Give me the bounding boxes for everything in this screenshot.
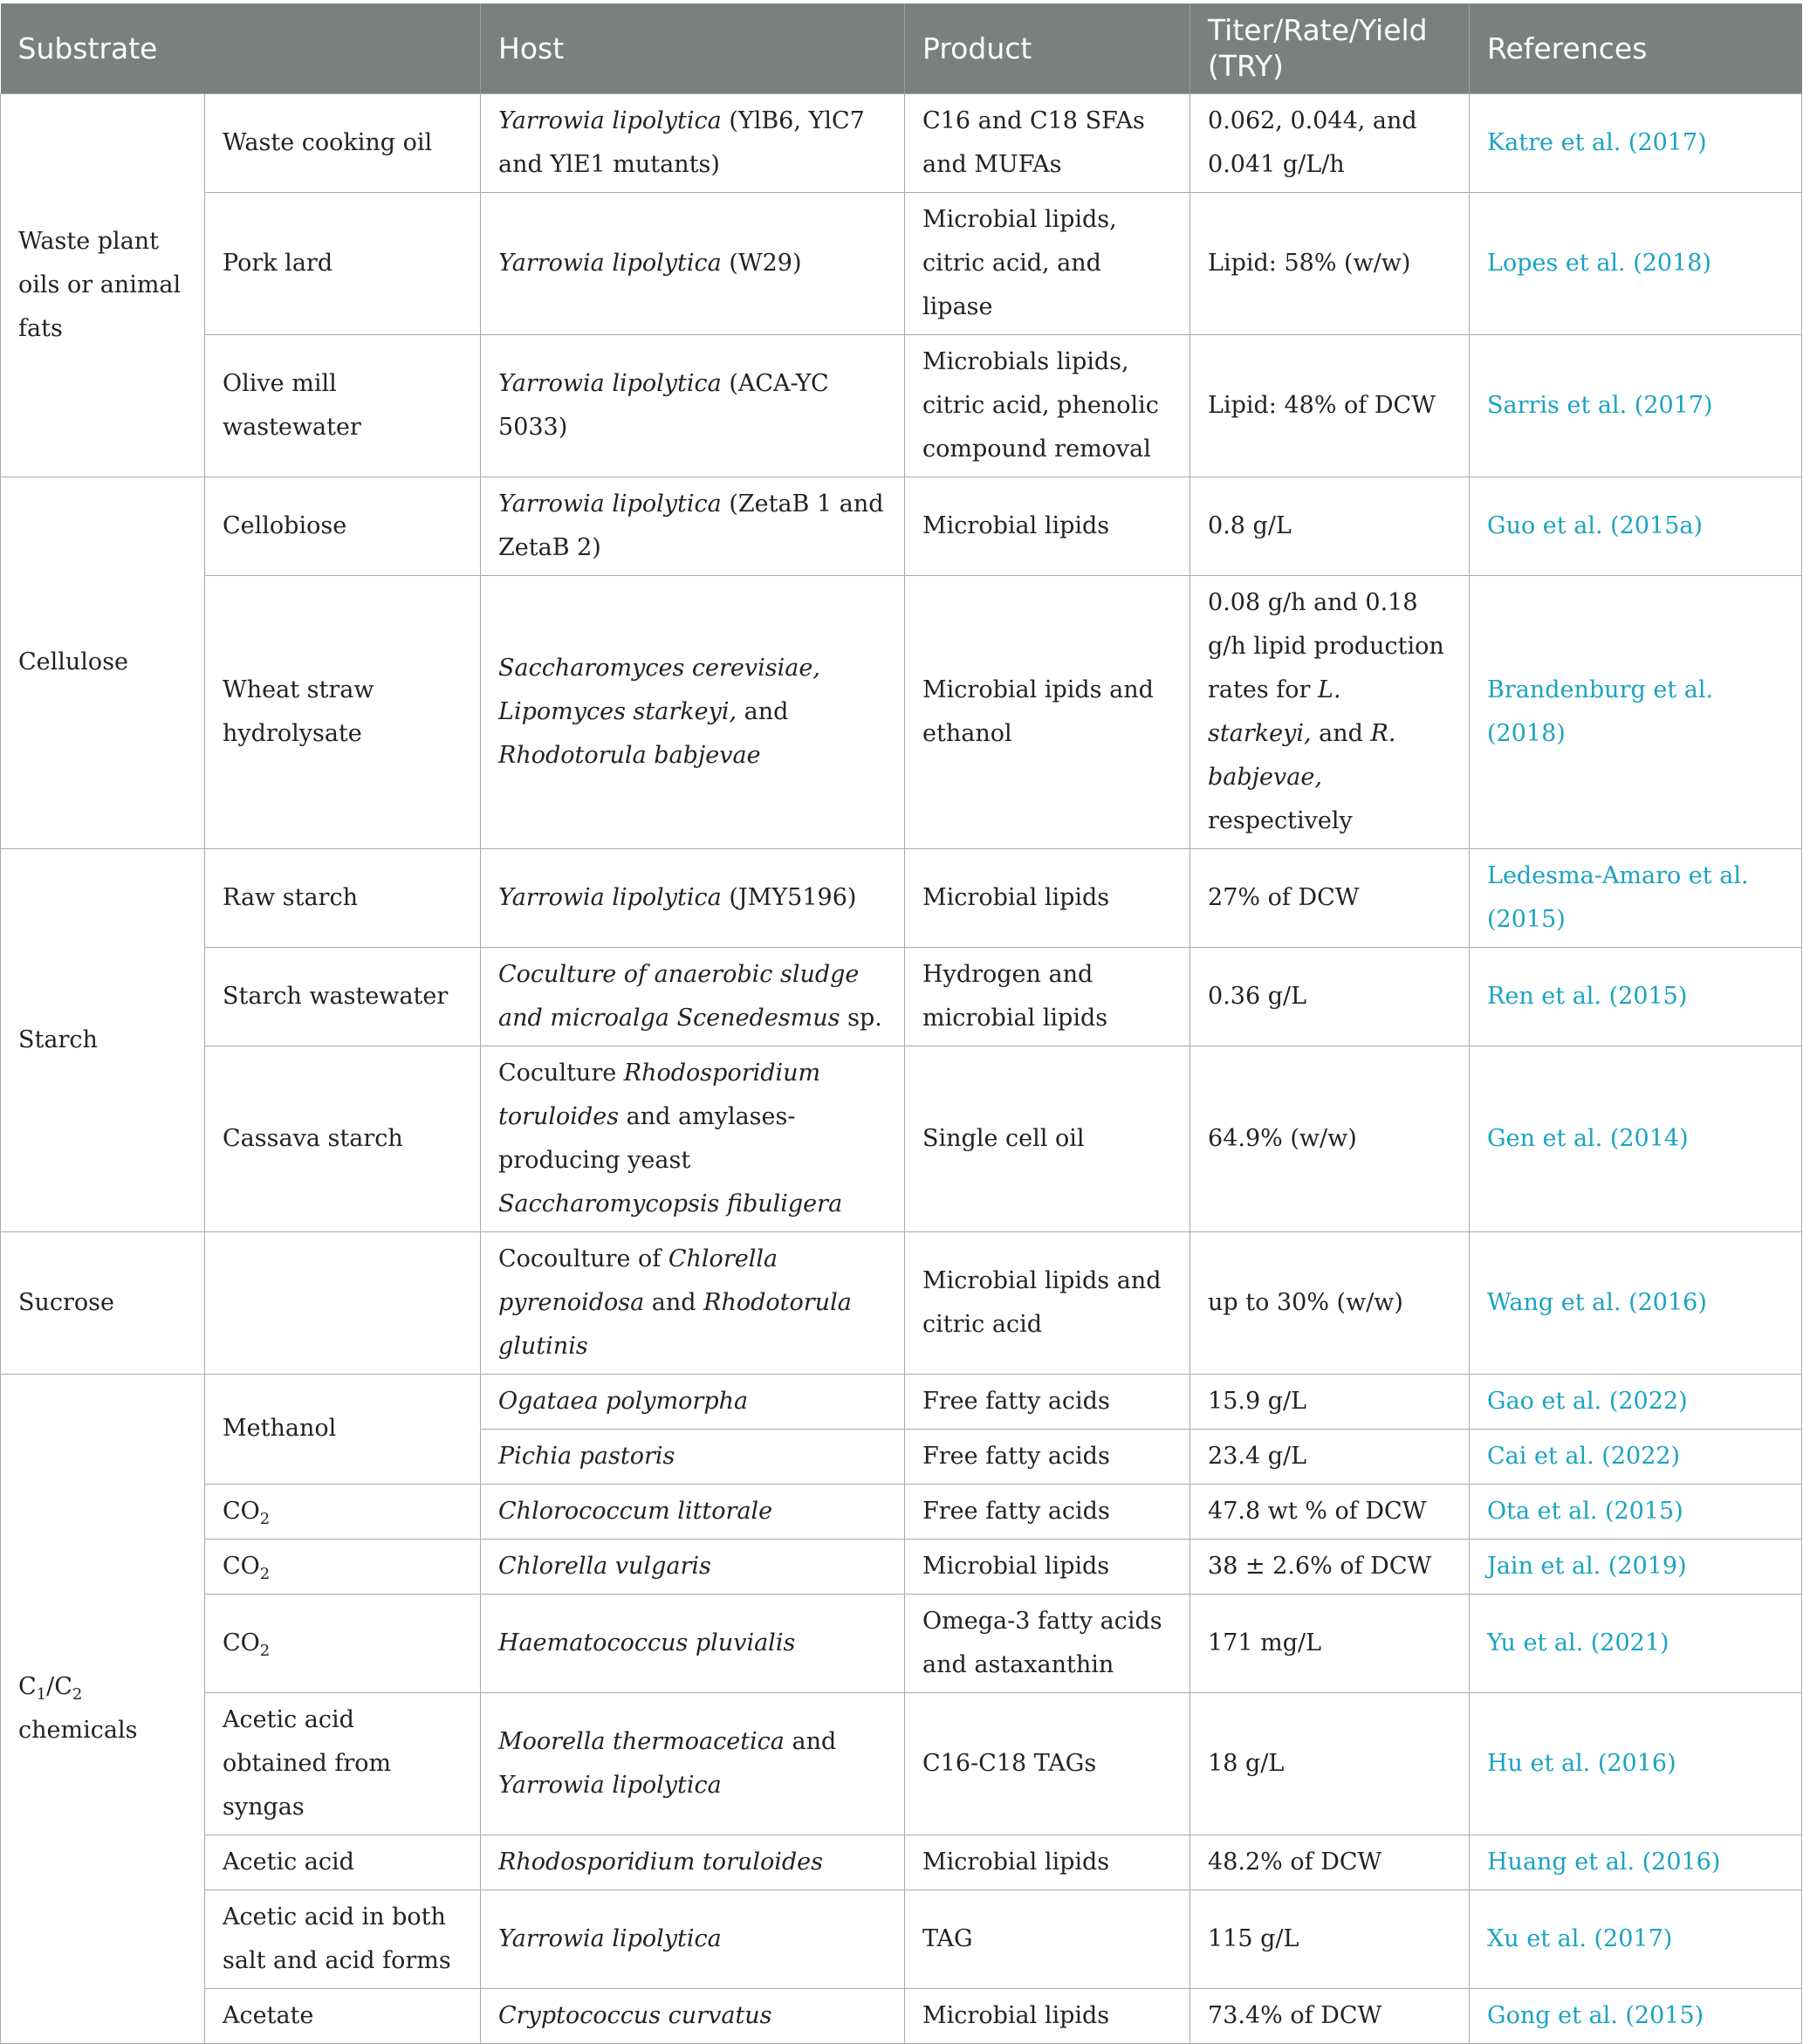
table-row — [1, 477, 1802, 575]
host-cell — [481, 947, 905, 1046]
try-cell: 38 ± 2.6% of DCW — [1190, 1539, 1470, 1594]
substrate-text: CO — [223, 1552, 260, 1580]
try-cell: 48.2% of DCW — [1190, 1835, 1470, 1890]
host-species: Yarrowia lipolytica — [498, 106, 722, 134]
try-cell: 0.36 g/L — [1190, 947, 1470, 1046]
table-row — [1, 1374, 1802, 1429]
host-cell — [481, 477, 905, 575]
host-species: Moorella thermoacetica — [498, 1727, 785, 1755]
host-strain: sp. — [840, 1004, 882, 1032]
product-cell: Microbial lipids — [905, 477, 1190, 575]
substrate-cell: Olive mill wastewater — [205, 334, 481, 477]
category-c1c2-text: C — [18, 1672, 37, 1700]
subscript: 2 — [259, 1641, 271, 1660]
subscript: 1 — [36, 1684, 47, 1704]
table-row — [1, 1594, 1802, 1692]
reference-link[interactable]: Jain et al. (2019) — [1470, 1539, 1802, 1594]
table-row — [1, 1231, 1802, 1374]
product-cell: C16-C18 TAGs — [905, 1692, 1190, 1835]
reference-link[interactable]: Ota et al. (2015) — [1470, 1484, 1802, 1539]
table-row — [1, 93, 1802, 192]
substrate-cell: Wheat straw hydrolysate — [205, 575, 481, 848]
host-text: and — [644, 1288, 704, 1316]
product-cell: Microbial lipids, citric acid, and lipase — [905, 192, 1190, 334]
category-waste: Waste plant oils or animal fats — [1, 93, 205, 477]
host-cell — [481, 1692, 905, 1835]
category-starch: Starch — [1, 848, 205, 1231]
host-species: Chlorella vulgaris — [498, 1552, 711, 1580]
host-cell — [481, 1539, 905, 1594]
host-strain: (ACA-YC 5033) — [498, 369, 829, 441]
reference-link[interactable]: Xu et al. (2017) — [1470, 1890, 1802, 1988]
substrate-cell: Acetic acid — [205, 1835, 481, 1890]
host-species: Yarrowia lipolytica — [498, 369, 722, 397]
category-c1c2 — [1, 1374, 205, 2043]
reference-link[interactable]: Yu et al. (2021) — [1470, 1594, 1802, 1692]
host-cell — [481, 1429, 905, 1484]
host-cell — [481, 575, 905, 848]
reference-link[interactable]: Gao et al. (2022) — [1470, 1374, 1802, 1429]
host-text: and amylases-producing yeast — [498, 1102, 796, 1174]
category-c1c2-text: chemicals — [18, 1716, 138, 1744]
host-cell — [481, 1988, 905, 2043]
category-sucrose: Sucrose — [1, 1231, 205, 1374]
reference-link[interactable]: Huang et al. (2016) — [1470, 1835, 1802, 1890]
host-cell — [481, 1484, 905, 1539]
table-row — [1, 848, 1802, 947]
host-cell — [481, 1231, 905, 1374]
host-strain: (JMY5196) — [721, 883, 857, 911]
header-try: Titer/Rate/Yield (TRY) — [1190, 3, 1470, 93]
host-cell — [481, 1890, 905, 1988]
substrate-cell: Methanol — [205, 1374, 481, 1484]
reference-link[interactable]: Hu et al. (2016) — [1470, 1692, 1802, 1835]
header-references: References — [1470, 3, 1802, 93]
reference-link[interactable]: Gen et al. (2014) — [1470, 1046, 1802, 1231]
table-row — [1, 1692, 1802, 1835]
table-row — [1, 947, 1802, 1046]
table-row — [1, 1988, 1802, 2043]
host-species: Yarrowia lipolytica — [498, 1924, 722, 1952]
host-species: Yarrowia lipolytica — [498, 1771, 722, 1799]
host-cell — [481, 192, 905, 334]
try-cell: 18 g/L — [1190, 1692, 1470, 1835]
host-species: Rhodosporidium toruloides — [498, 1059, 821, 1130]
try-species: R. babjevae, — [1208, 719, 1396, 791]
reference-link[interactable]: Ledesma-Amaro et al. (2015) — [1470, 848, 1802, 947]
host-cell — [481, 1374, 905, 1429]
product-cell: C16 and C18 SFAs and MUFAs — [905, 93, 1190, 192]
subscript: 2 — [259, 1564, 271, 1583]
substrate-cell — [205, 1539, 481, 1594]
header-substrate: Substrate — [1, 3, 481, 93]
subscript: 2 — [72, 1684, 83, 1704]
try-cell: 15.9 g/L — [1190, 1374, 1470, 1429]
try-cell: up to 30% (w/w) — [1190, 1231, 1470, 1374]
substrate-text: CO — [223, 1497, 260, 1525]
substrate-cell: Cellobiose — [205, 477, 481, 575]
try-cell: 0.062, 0.044, and 0.041 g/L/h — [1190, 93, 1470, 192]
reference-link[interactable]: Ren et al. (2015) — [1470, 947, 1802, 1046]
subscript: 2 — [259, 1509, 271, 1528]
try-cell: 23.4 g/L — [1190, 1429, 1470, 1484]
try-cell: 115 g/L — [1190, 1890, 1470, 1988]
reference-link[interactable]: Brandenburg et al. (2018) — [1470, 575, 1802, 848]
category-c1c2-text: /C — [46, 1672, 72, 1700]
try-cell: Lipid: 58% (w/w) — [1190, 192, 1470, 334]
reference-link[interactable]: Gong et al. (2015) — [1470, 1988, 1802, 2043]
table-row — [1, 1539, 1802, 1594]
host-species: Rhodosporidium toruloides — [498, 1848, 824, 1876]
try-cell: 0.8 g/L — [1190, 477, 1470, 575]
category-cellulose: Cellulose — [1, 477, 205, 848]
host-species: Coculture of anaerobic sludge and microalga Scenedesmus — [498, 960, 860, 1032]
host-text: Coculture — [498, 1059, 624, 1087]
host-species: Rhodotorula babjevae — [498, 741, 761, 769]
host-conjunction: and — [737, 697, 789, 725]
host-cell — [481, 1835, 905, 1890]
header-row — [1, 3, 1802, 93]
substrate-cell: Acetic acid obtained from syngas — [205, 1692, 481, 1835]
try-text: 0.08 g/h and 0.18 g/h lipid production rates for — [1208, 588, 1444, 703]
try-text: and — [1311, 719, 1371, 747]
host-strain: (ZetaB 1 and ZetaB 2) — [498, 490, 884, 561]
host-species: Yarrowia lipolytica — [498, 249, 722, 277]
product-cell: Free fatty acids — [905, 1484, 1190, 1539]
try-cell: 73.4% of DCW — [1190, 1988, 1470, 2043]
product-cell: Microbial lipids — [905, 1988, 1190, 2043]
substrate-cell: Acetate — [205, 1988, 481, 2043]
product-cell: Microbial ipids and ethanol — [905, 575, 1190, 848]
host-species: Yarrowia lipolytica — [498, 490, 722, 518]
host-species: Rhodotorula glutinis — [498, 1288, 852, 1360]
table-row — [1, 1046, 1802, 1231]
substrate-cell: Cassava starch — [205, 1046, 481, 1231]
host-cell — [481, 93, 905, 192]
substrate-cell — [205, 1231, 481, 1374]
substrate-cell: Raw starch — [205, 848, 481, 947]
substrate-cell: Acetic acid in both salt and acid forms — [205, 1890, 481, 1988]
substrate-cell: Waste cooking oil — [205, 93, 481, 192]
product-cell: Microbial lipids — [905, 1539, 1190, 1594]
product-cell: Single cell oil — [905, 1046, 1190, 1231]
product-cell: Free fatty acids — [905, 1429, 1190, 1484]
reference-link[interactable]: Katre et al. (2017) — [1470, 93, 1802, 192]
host-strain: (W29) — [721, 249, 802, 277]
host-species: Saccharomycopsis fibuligera — [498, 1190, 843, 1217]
try-cell: 27% of DCW — [1190, 848, 1470, 947]
host-species: Chlorococcum littorale — [498, 1497, 773, 1525]
try-cell: 47.8 wt % of DCW — [1190, 1484, 1470, 1539]
header-product: Product — [905, 3, 1190, 93]
host-species: Pichia pastoris — [498, 1442, 675, 1470]
try-cell: Lipid: 48% of DCW — [1190, 334, 1470, 477]
host-species: Ogataea polymorpha — [498, 1387, 749, 1415]
host-cell — [481, 334, 905, 477]
substrate-cell: Starch wastewater — [205, 947, 481, 1046]
product-cell: Free fatty acids — [905, 1374, 1190, 1429]
host-species: Chlorella pyrenoidosa — [498, 1245, 778, 1316]
substrate-cell — [205, 1594, 481, 1692]
try-cell — [1190, 575, 1470, 848]
substrate-cell — [205, 1484, 481, 1539]
try-cell: 171 mg/L — [1190, 1594, 1470, 1692]
header-host: Host — [481, 3, 905, 93]
table-row — [1, 1484, 1802, 1539]
host-strain: (YlB6, YlC7 and YlE1 mutants) — [498, 106, 865, 178]
table-row — [1, 1890, 1802, 1988]
reference-link[interactable]: Guo et al. (2015a) — [1470, 477, 1802, 575]
product-cell: TAG — [905, 1890, 1190, 1988]
reference-link[interactable]: Cai et al. (2022) — [1470, 1429, 1802, 1484]
host-cell — [481, 1046, 905, 1231]
try-species: L. starkeyi, — [1208, 676, 1341, 747]
table-row — [1, 1835, 1802, 1890]
product-cell: Hydrogen and microbial lipids — [905, 947, 1190, 1046]
substrate-text: CO — [223, 1629, 260, 1656]
product-cell: Omega-3 fatty acids and astaxanthin — [905, 1594, 1190, 1692]
host-species: Saccharomyces cerevisiae, Lipomyces starkeyi, — [498, 654, 820, 725]
reference-link[interactable]: Sarris et al. (2017) — [1470, 334, 1802, 477]
table-row — [1, 575, 1802, 848]
product-cell: Microbials lipids, citric acid, phenolic compound removal — [905, 334, 1190, 477]
product-cell: Microbial lipids and citric acid — [905, 1231, 1190, 1374]
reference-link[interactable]: Lopes et al. (2018) — [1470, 192, 1802, 334]
try-cell: 64.9% (w/w) — [1190, 1046, 1470, 1231]
host-cell — [481, 1594, 905, 1692]
reference-link[interactable]: Wang et al. (2016) — [1470, 1231, 1802, 1374]
table-row — [1, 192, 1802, 334]
try-text: respectively — [1208, 806, 1353, 834]
host-species: Haematococcus pluvialis — [498, 1629, 796, 1656]
lipid-production-table — [0, 3, 1802, 2044]
host-cell — [481, 848, 905, 947]
host-text: Cocoulture of — [498, 1245, 668, 1272]
product-cell: Microbial lipids — [905, 848, 1190, 947]
host-species: Cryptococcus curvatus — [498, 2001, 772, 2029]
product-cell: Microbial lipids — [905, 1835, 1190, 1890]
host-conjunction: and — [784, 1727, 837, 1755]
substrate-cell: Pork lard — [205, 192, 481, 334]
host-species: Yarrowia lipolytica — [498, 883, 722, 911]
table-row — [1, 334, 1802, 477]
